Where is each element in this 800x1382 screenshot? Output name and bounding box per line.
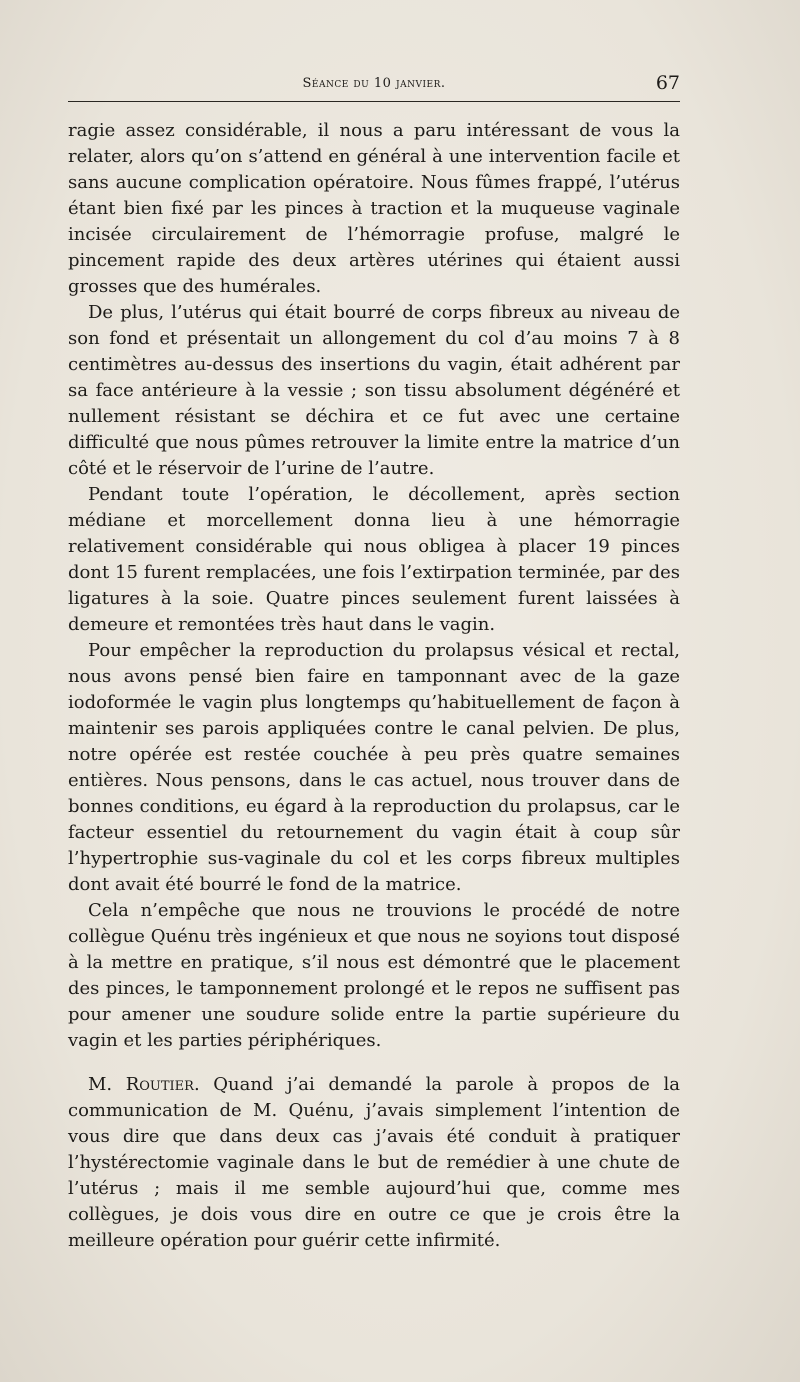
body-text [68, 118, 680, 1254]
paragraph-2: De plus, l’utérus qui était bourré de corps fibreux au niveau de son fond et présentait un allongement du col d’au moins 7 à 8 centimètres au-dessus des insertions du vagin, était adhérent par sa face antérieure à la vessie ; son tissu absolument dégénéré et nullement résistant se déchira et ce fut avec une certaine difficulté que nous pûmes retrouver la limite entre la matrice d’un côté et le réservoir de l’urine de l’autre. [68, 302, 680, 479]
paragraph-4: Pour empêcher la reproduction du prolapsus vésical et rectal, nous avons pensé bien faire en tamponnant avec de la gaze iodoformée le vagin plus longtemps qu’habituellement de façon à maintenir ses parois appliquées contre le canal pelvien. De plus, notre opérée est restée couchée à peu près quatre semaines entières. Nous pensons, dans le cas actuel, nous trouver dans de bonnes conditions, eu égard à la reproduction du prolapsus, car le facteur essentiel du retournement du vagin était à coup sûr l’hypertrophie sus-vaginale du col et les corps fibreux multiples dont avait été bourré le fond de la matrice. [68, 640, 680, 895]
header-rule [68, 101, 680, 102]
page-header [68, 70, 680, 100]
paragraph-5: Cela n’empêche que nous ne trouvions le procédé de notre collègue Quénu très ingénieux et que nous ne soyions tout disposé à la mettre en pratique, s’il nous est démontré que le placement des pinces, le tamponnement prolongé et le repos ne suffisent pas pour amener une soudure solide entre la partie supérieure du vagin et les parties périphériques. [68, 900, 680, 1051]
paragraph-3: Pendant toute l’opération, le décollement, après section médiane et morcellement donna lieu à une hémorragie relativement considérable qui nous obligea à placer 19 pinces dont 15 furent remplacées, une fois l’extirpation terminée, par des ligatures à la soie. Quatre pinces seulement furent laissées à demeure et remontées très haut dans le vagin. [68, 484, 680, 635]
speech-paragraph [68, 1072, 680, 1254]
paragraph-1: ragie assez considérable, il nous a paru intéressant de vous la relater, alors qu’on s’attend en général à une intervention facile et sans aucune complication opératoire. Nous fûmes frappé, l’utérus étant bien fixé par les pinces à traction et la muqueuse vaginale incisée circulairement de l’hémorragie profuse, malgré le pincement rapide des deux artères utérines qui étaient aussi grosses que des humérales. [68, 120, 680, 297]
speaker-name: M. Routier. [88, 1074, 200, 1095]
page-number: 67 [655, 72, 680, 94]
speech-text: Quand j’ai demandé la parole à propos de la communication de M. Quénu, j’avais simplement l’intention de vous dire que dans deux cas j’avais été conduit à pratiquer l’hystérectomie vaginale dans le but de remédier à une chute de l’utérus ; mais il me semble aujourd’hui que, comme mes collègues, je dois vous dire en outre ce que je crois être la meilleure opération pour guérir cette infirmité. [68, 1074, 680, 1251]
running-title: Séance du 10 janvier. [302, 76, 446, 91]
